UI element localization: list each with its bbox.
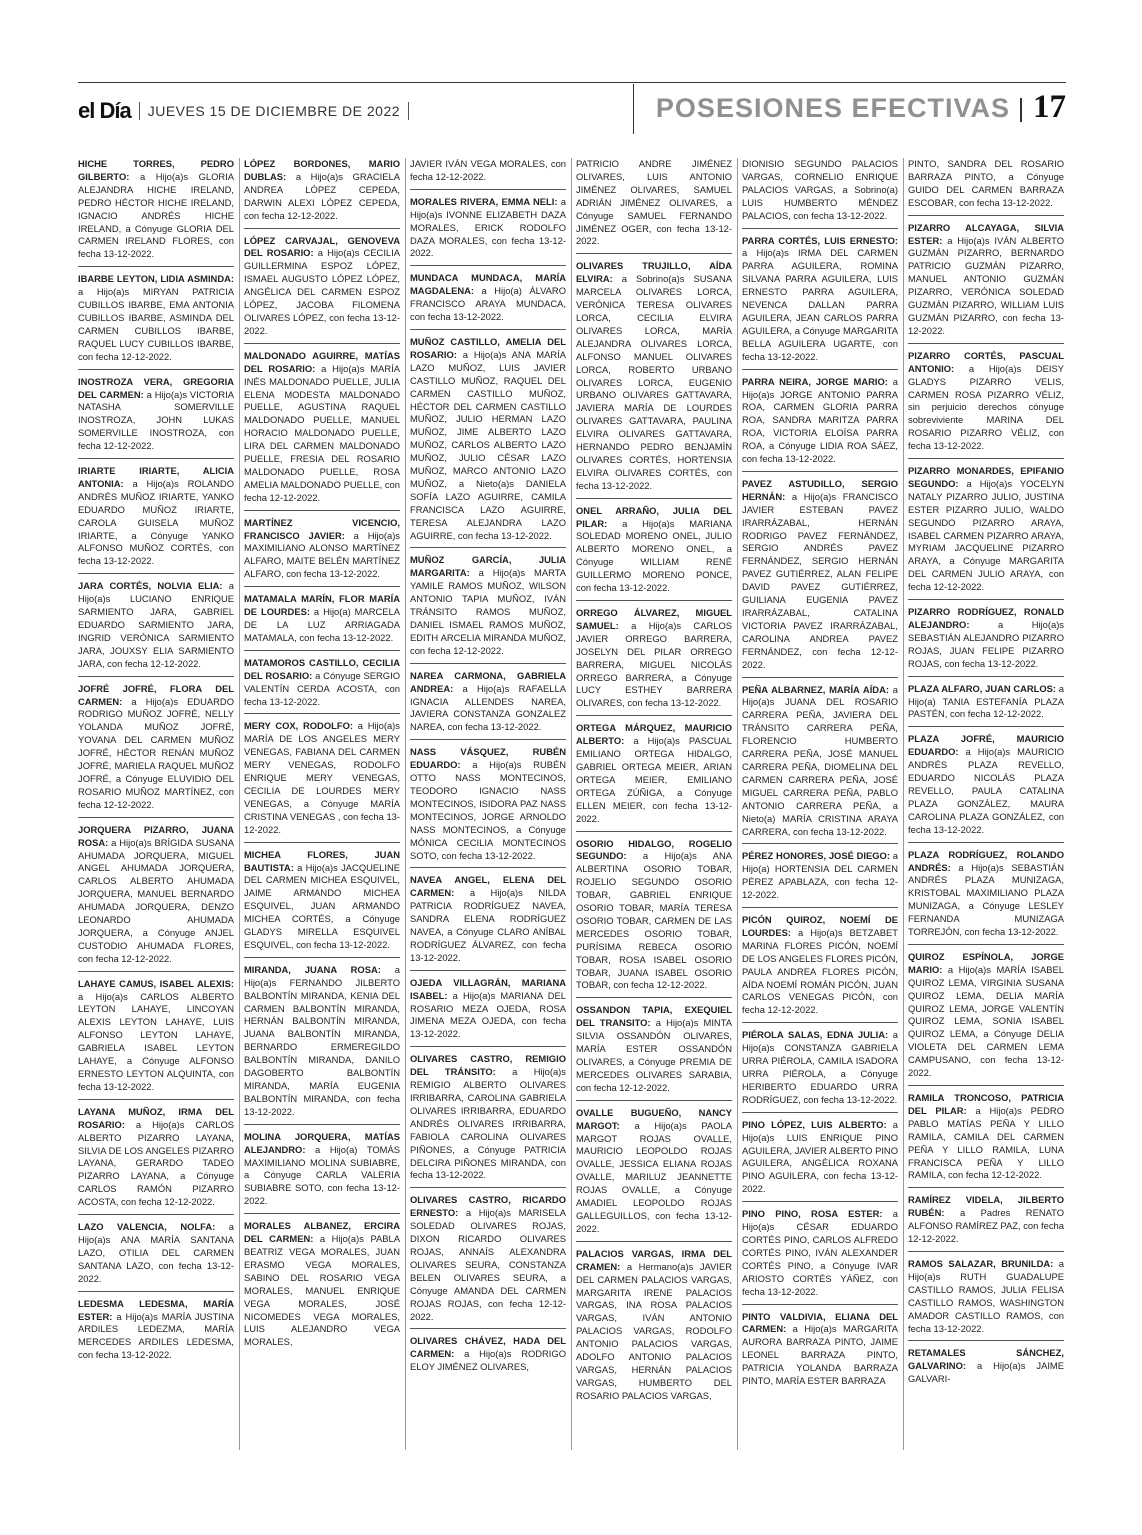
masthead [78, 96, 417, 126]
notice-entry [244, 593, 400, 651]
notice-text: a Hijo(a)s CECILIA GUILLERMINA ESPOZ LÓPEZ, ISMAEL AUGUSTO LÓPEZ LÓPEZ, ANGÉLICA DEL CARMEN ESPOZ LÓPEZ, JACOBA FILOMENA OLIVARES LÓPEZ, con fecha 13-12-2022. [244, 247, 400, 336]
deceased-name: RAMÍREZ VIDELA, JILBERTO RUBÉN: [908, 1194, 1064, 1219]
deceased-name: PLAZA JOFRÉ, MAURICIO EDUARDO: [908, 733, 1064, 758]
notice-text: a Hijo(a)s PAOLA MARGOT ROJAS OVALLE, MAURICIO LEOPOLDO ROJAS OVALLE, JESSICA ELIANA ROJAS OVALLE, MARILUZ JEANNETTE ROJAS OVALLE, a Cónyuge AMADIEL LEOPOLDO ROJAS GALLEGUILLOS, con fecha 13-12-2022. [576, 1119, 732, 1234]
deceased-name: MALDONADO AGUIRRE, MATÍAS DEL ROSARIO: [244, 349, 400, 374]
notice-entry [410, 874, 566, 970]
deceased-name: NAREA CARMONA, GABRIELA ANDREA: [410, 669, 566, 694]
deceased-name: MORALES RIVERA, EMMA NELI: [410, 195, 558, 207]
newspaper-logo: el Día [78, 98, 131, 123]
notice-text: a Hijo(a)s RUBÉN OTTO NASS MONTECINOS, TEODORO IGNACIO NASS MONTECINOS, ISIDORA PAZ NASS MONTECINOS, JORGE ARNOLDO NASS MONTECINOS, a Cónyuge MÓNICA CECILIA MONTECINOS SOTO, con fecha 13-12-2022. [410, 759, 566, 861]
notice-entry [908, 158, 1064, 216]
deceased-name: PICÓN QUIROZ, NOEMÍ DE LOURDES: [742, 914, 898, 938]
notice-text: PINTO, SANDRA DEL ROSARIO BARRAZA PINTO, a Cónyuge GUIDO DEL CARMEN BARRAZA ESCOBAR, con fecha 13-12-2022. [908, 158, 1064, 208]
deceased-name: LAZO VALENCIA, NOLFA: [78, 1221, 216, 1233]
deceased-name: NAVEA ANGEL, ELENA DEL CARMEN: [410, 874, 566, 899]
notice-text: a Hijo(a)s CARLOS ALBERTO PIZARRO LAYANA, SILVIA DE LOS ANGELES PIZARRO LAYANA, GERARDO TADEO PIZARRO LAYANA, a Cónyuge CARLOS RAMÓN PIZARRO ACOSTA, con fecha 12-12-2022. [78, 1118, 234, 1208]
notice-text: a Hermano(a)s JAVIER DEL CARMEN PALACIOS VARGAS, MARGARITA IRENE PALACIOS VARGAS, INA ROSA PALACIOS VARGAS, IVÁN ANTONIO PALACIOS VARGAS, RODOLFO ANTONIO PALACIOS VARGAS, ADOLFO ANTONIO PALACIOS VARGAS, HERNÁN PALACIOS VARGAS, HUMBERTO DEL ROSARIO PALACIOS VARGAS, [576, 1260, 732, 1401]
deceased-name: PIZARRO CORTÉS, PASCUAL ANTONIO: [908, 349, 1064, 374]
deceased-name: JOFRÉ JOFRÉ, FLORA DEL CARMEN: [78, 682, 234, 707]
deceased-name: IRIARTE IRIARTE, ALICIA ANTONIA: [78, 465, 234, 489]
notice-text: a Hijo(a)s PASCUAL EMILIANO ORTEGA HIDALGO, GABRIEL ORTEGA MEIER, ARIAN ORTEGA MEIER, EMILIANO ORTEGA ZÚÑIGA, a Cónyuge ELLEN MEIER, con fecha 13-12-2022. [576, 735, 732, 824]
notice-entry [576, 505, 732, 601]
notice-text: a Hijo(a)s ROLANDO ANDRÉS MUÑOZ IRIARTE, YANKO EDUARDO MUÑOZ IRIARTE, CAROLA GUISELA MUÑOZ IRIARTE, a Cónyuge YANKO ALFONSO MUÑOZ CORTÉS, con fecha 13-12-2022. [78, 477, 234, 567]
deceased-name: IBARBE LEYTON, LIDIA ASMINDA: [78, 273, 234, 285]
notice-text: a Hijo(a)s MARÍA ISABEL QUIROZ LEMA, VIRGINIA SUSANA QUIROZ LEMA, DELIA MARÍA QUIROZ LEMA, JORGE VALENTÍN QUIROZ LEMA, SONIA ISABEL QUIROZ LEMA, a Cónyuge DELIA VIOLETA DEL CARMEN LEMA CAMPUSANO, con fecha 13-12-2022. [908, 963, 1064, 1079]
deceased-name: PARRA CORTÉS, LUIS ERNESTO: [742, 234, 898, 246]
notice-text: a Hijo(a)s MARÍA INÉS MALDONADO PUELLE, JULIA ELENA MODESTA MALDONADO PUELLE, AGUSTINA RAQUEL MALDONADO PUELLE, MANUEL HORACIO MALDONADO PUELLE, LIRA DEL CARMEN MALDONADO PUELLE, FRESIA DEL ROSARIO MALDONADO PUELLE, ROSA AMELIA MALDONADO PUELLE, con fecha 12-12-2022. [244, 362, 400, 503]
deceased-name: PINTO VALDIVIA, ELIANA DEL CARMEN: [742, 1310, 898, 1335]
divider [408, 102, 409, 120]
deceased-name: MATAMOROS CASTILLO, CECILIA DEL ROSARIO: [244, 656, 400, 681]
notice-entry [78, 273, 234, 369]
notice-entry [576, 158, 732, 254]
deceased-name: RETAMALES SÁNCHEZ, GALVARINO: [908, 1347, 1064, 1372]
notice-entry [742, 1208, 898, 1304]
notice-entry [244, 964, 400, 1125]
deceased-name: PALACIOS VARGAS, IRMA DEL CRAMEN: [576, 1247, 732, 1272]
notice-text: a Hijo(a)s CONSTANZA GABRIELA URRA PIÉROLA, CAMILA ISADORA URRA PIÉROLA, a Cónyuge HERIBERTO EDUARDO URRA RODRÍGUEZ, con fecha 13-12-2022. [742, 1029, 898, 1105]
notice-entry [78, 1298, 234, 1368]
column-1 [78, 158, 234, 1458]
notice-entry [244, 849, 400, 958]
notice-text: a Hijo(a)s RUTH GUADALUPE CASTILLO RAMOS, JULIA FELISA CASTILLO RAMOS, WASHINGTON AMADOR CASTILLO RAMOS, con fecha 13-12-2022. [908, 1257, 1064, 1334]
column-3 [410, 158, 566, 1458]
notice-text: a Hijo(a)s ANA MARÍA LAZO MUÑOZ, LUIS JAVIER CASTILLO MUÑOZ, RAQUEL DEL CARMEN CASTILLO MUÑOZ, HÉCTOR DEL CARMEN CASTILLO MUÑOZ, JULIO HERMAN LAZO MUÑOZ, JIME ALBERTO LAZO MUÑOZ, CARLOS ALBERTO LAZO MUÑOZ, JULIO CÉSAR LAZO MUÑOZ, MARCO ANTONIO LAZO MUÑOZ, a Nieto(a)s DANIELA SOFÍA LAZO AGUIRRE, CAMILA FRANCISCA LAZO AGUIRRE, TERESA ALEJANDRA LAZO AGUIRRE, con fecha 13-12-2022. [410, 348, 566, 541]
notice-text: a Hijo(a)s BETZABET MARINA FLORES PICÓN, NOEMÍ DE LOS ANGELES FLORES PICÓN, PAULA ANDREA FLORES PICÓN, AÍDA NOEMÍ ROMÁN PICÓN, JUAN CARLOS VENEGAS PICÓN, con fecha 12-12-2022. [742, 926, 898, 1016]
deceased-name: PARRA NEIRA, JORGE MARIO: [742, 375, 888, 387]
notice-text: a Hijo(a)s BRÍGIDA SUSANA AHUMADA JORQUERA, MIGUEL ANGEL AHUMADA JORQUERA, CARLOS ALBERTO AHUMADA JORQUERA, MANUEL BERNARDO AHUMADA JORQUERA, DENZO LEONARDO AHUMADA JORQUERA, a Cónyuge ANJEL CUSTODIO AHUMADA FLORES, con fecha 12-12-2022. [78, 836, 234, 964]
notice-text: a Hijo(a)s MAURICIO ANDRÉS PLAZA REVELLO, EDUARDO NICOLÁS PLAZA REVELLO, PAULA CATALINA PLAZA GONZÁLEZ, MAURA CAROLINA PLAZA GONZÁLEZ, con fecha 13-12-2022. [908, 746, 1064, 835]
deceased-name: OLIVARES CASTRO, REMIGIO DEL TRÁNSITO: [410, 1053, 566, 1078]
deceased-name: MICHEA FLORES, JUAN BAUTISTA: [244, 848, 400, 873]
notice-text: a Sobrino(a)s SUSANA MARCELA OLIVARES LORCA, VERÓNICA TERESA OLIVARES LORCA, CECILIA ELVIRA OLIVARES LORCA, MARÍA ALEJANDRA OLIVARES LORCA, ALFONSO MANUEL OLIVARES LORCA, ROBERTO URBANO OLIVARES LORCA, EUGENIO URBANO OLIVARES GATTAVARA, JAVIERA MARÍA DE LOURDES OLIVARES GATTAVARA, PAULINA ELVIRA OLIVARES GATTAVARA, HERNANDO PEDRO BENJAMÍN OLIVARES CORTÉS, HORTENSIA ELVIRA OLIVARES CORTÉS, con fecha 13-12-2022. [576, 273, 732, 491]
notice-entry [244, 158, 400, 229]
deceased-name: MATAMALA MARÍN, FLOR MARÍA DE LOURDES: [244, 593, 400, 618]
notice-text: a Hijo(a)s JACQUELINE DEL CARMEN MICHEA ESQUIVEL, JAIME ARMANDO MICHEA ESQUIVEL, JUAN ARMANDO MICHEA CORTÉS, a Cónyuge GLADYS MIRELLA ESQUIVEL ESQUIVEL, con fecha 13-12-2022. [244, 861, 400, 950]
deceased-name: OLIVARES TRUJILLO, AÍDA ELVIRA: [576, 260, 732, 285]
notice-text: a Hijo(a)s MARÍA DE LOS ANGELES MERY VENEGAS, FABIANA DEL CARMEN MERY VENEGAS, RODOLFO ENRIQUE MERY VENEGAS, CECILIA DE LOURDES MERY VENEGAS, a Cónyuge MARÍA CRISTINA VENEGAS , con fecha 13-12-2022. [244, 720, 400, 835]
notice-text: a Hijo(a) ÁLVARO FRANCISCO ARAYA MUNDACA, con fecha 13-12-2022. [410, 285, 566, 323]
column-rule [405, 158, 406, 1450]
deceased-name: LEDESMA LEDESMA, MARÍA ESTER: [78, 1297, 234, 1322]
notice-entry [78, 1221, 234, 1292]
column-rule [737, 158, 738, 1450]
notice-entry [908, 1194, 1064, 1252]
notice-entry [742, 850, 898, 908]
notice-entry [244, 720, 400, 842]
notice-entry [78, 978, 234, 1100]
notice-text: a Hijo(a)s YOCELYN NATALY PIZARRO JULIO, JUSTINA ESTER PIZARRO JULIO, WALDO SEGUNDO PIZARRO ARAYA, ISABEL CARMEN PIZARRO ARAYA, MYRIAM JACQUELINE PIZARRO ARAYA, a Cónyuge MARGARITA DEL CARMEN JULIO ARAYA, con fecha 12-12-2022. [908, 477, 1064, 593]
notice-text: JAVIER IVÁN VEGA MORALES, con fecha 12-12-2022. [410, 158, 566, 182]
deceased-name: PIZARRO RODRÍGUEZ, RONALD ALEJANDRO: [908, 606, 1064, 630]
notice-entry [244, 517, 400, 588]
deceased-name: PINO LÓPEZ, LUIS ALBERTO: [742, 1118, 887, 1130]
notice-text: a Hijo(a)s MAXIMILIANO ALONSO MARTÍNEZ ALFARO, MAITE BELÉN MARTÍNEZ ALFARO, con fecha 13-12-2022. [244, 529, 400, 580]
deceased-name: LÓPEZ BORDONES, MARIO DUBLAS: [244, 158, 400, 182]
issue-date: JUEVES 15 DE DICIEMBRE DE 2022 [147, 103, 401, 119]
notice-text: a Hijo(a)s NILDA PATRICIA RODRÍGUEZ NAVEA, SANDRA ELENA RODRÍGUEZ NAVEA, a Cónyuge CLARO ANÍBAL RODRÍGUEZ ÁLVAREZ, con fecha 13-12-2022. [410, 887, 566, 963]
notice-entry [244, 1131, 400, 1214]
deceased-name: RAMOS SALAZAR, BRUNILDA: [908, 1257, 1054, 1269]
notice-entry [908, 465, 1064, 600]
page-number: 17 [1033, 89, 1066, 125]
deceased-name: MUÑOZ GARCÍA, JULIA MARGARITA: [410, 554, 566, 579]
deceased-name: LAHAYE CAMUS, ISABEL ALEXIS: [78, 977, 234, 989]
notice-entry [78, 580, 234, 676]
deceased-name: MORALES ALBANEZ, ERCIRA DEL CARMEN: [244, 1220, 400, 1245]
notice-entry [410, 336, 566, 549]
notice-entry [908, 606, 1064, 677]
column-4 [576, 158, 732, 1458]
deceased-name: PEÑA ALBARNEZ, MARÍA AÍDA: [742, 683, 889, 695]
notice-text: a Hijo(a)s MARÍA JUSTINA ARDILES LEDEZMA, MARÍA MERCEDES ARDILES LEDESMA, con fecha 13-12-2022. [78, 1310, 234, 1361]
deceased-name: RAMILA TRONCOSO, PATRICIA DEL PILAR: [908, 1092, 1064, 1116]
notice-text: a Hijo(a)s MIRYAN PATRICIA CUBILLOS IBARBE, EMA ANTONIA CUBILLOS IBARBE, ASMINDA DEL CARMEN CUBILLOS IBARBE, RAQUEL LUCY CUBILLOS IBARBE, con fecha 12-12-2022. [78, 286, 234, 362]
notice-entry [410, 272, 566, 330]
deceased-name: INOSTROZA VERA, GREGORIA DEL CARMEN: [78, 375, 234, 400]
notice-entry [576, 1248, 732, 1408]
notice-entry [410, 1194, 566, 1329]
notice-entry [908, 951, 1064, 1086]
notice-text: a Hijo(a)s MARGARITA AURORA BARRAZA PINTO, JAIME LEONEL BARRAZA PINTO, PATRICIA YOLANDA BARRAZA PINTO, MARÍA ESTER BARRAZA [742, 1323, 898, 1387]
notice-text: a Hijo(a) TANIA ESTEFANÍA PLAZA PASTÉN, con fecha 12-12-2022. [908, 682, 1064, 720]
column-5 [742, 158, 898, 1458]
notice-entry [78, 376, 234, 459]
notice-entry [410, 977, 566, 1048]
notice-text: a Hijo(a)s PABLA BEATRIZ VEGA MORALES, JUAN ERASMO VEGA MORALES, SABINO DEL ROSARIO VEGA MORALES, MANUEL ENRIQUE VEGA MORALES, JOSÉ NICOMEDES VEGA MORALES, LUIS ALEJANDRO VEGA MORALES, [244, 1233, 400, 1348]
notice-text: a Hijo(a)s REMIGIO ALBERTO OLIVARES IRRIBARRA, CAROLINA GABRIELA OLIVARES IRRIBARRA, EDUARDO ANDRÉS OLIVARES IRRIBARRA, FABIOLA CAROLINA OLIVARES PIÑONES, a Cónyuge PATRICIA DELCIRA PIÑONES MIRANDA, con fecha 13-12-2022. [410, 1066, 566, 1181]
column-rule [239, 158, 240, 1450]
column-2 [244, 158, 400, 1458]
deceased-name: OLIVARES CHÁVEZ, HADA DEL CARMEN: [410, 1335, 566, 1360]
divider [139, 102, 140, 120]
notice-entry [576, 838, 732, 999]
deceased-name: OLIVARES CASTRO, RICARDO ERNESTO: [410, 1194, 566, 1219]
notice-entry [908, 1258, 1064, 1341]
notice-entry [908, 222, 1064, 344]
notice-text: a Hijo(a) HORTENSIA DEL CARMEN PÉREZ APABLAZA, con fecha 12-12-2022. [742, 850, 898, 901]
notice-entry [576, 722, 732, 831]
deceased-name: ONEL ARRAÑO, JULIA DEL PILAR: [576, 504, 732, 529]
notice-text: a Hijo(a)s SEBASTIÁN ALEJANDRO PIZARRO ROJAS, JUAN FELIPE PIZARRO ROJAS, con fecha 13-12-2022. [908, 619, 1064, 669]
section-title: POSESIONES EFECTIVAS [655, 93, 1010, 123]
notice-text: a Hijo(a) TOMÁS MAXIMILIANO MOLINA SUBIABRE, a Cónyuge CARLA VALERIA SUBIABRE SOTO, con fecha 13-12-2022. [244, 1143, 400, 1207]
notice-entry [742, 1029, 898, 1112]
notice-entry [908, 683, 1064, 728]
notice-text: a Hijo(a)s ANA ALBERTINA OSORIO TOBAR, ROJELIO SEGUNDO OSORIO TOBAR, GABRIEL ENRIQUE OSORIO TOBAR, MARÍA TERESA OSORIO TOBAR, CARMEN DE LAS MERCEDES OSORIO TOBAR, PURÍSIMA REBECA OSORIO TOBAR, ROSA ISABEL OSORIO TOBAR, JUANA ISABEL OSORIO TOBAR, con fecha 12-12-2022. [576, 850, 732, 991]
deceased-name: MARTÍNEZ VICENCIO, FRANCISCO JAVIER: [244, 516, 400, 541]
notice-entry [78, 1106, 234, 1215]
notice-entry [410, 196, 566, 267]
notice-entry [908, 350, 1064, 459]
deceased-name: MUNDACA MUNDACA, MARÍA MAGDALENA: [410, 272, 566, 297]
notice-entry [742, 684, 898, 845]
deceased-name: LAYANA MUÑOZ, IRMA DEL ROSARIO: [78, 1105, 234, 1130]
notice-text: a Cónyuge SERGIO VALENTÍN CERDA ACOSTA, con fecha 13-12-2022. [244, 669, 400, 707]
notice-text: a Hijo(a)s PEDRO PABLO MATÍAS PEÑA Y LILLO RAMILA, CAMILA DEL CARMEN PEÑA Y LILLO RAMILA, LUNA FRANCISCA PEÑA Y LILLO RAMILA, con fecha 12-12-2022. [908, 1104, 1064, 1181]
deceased-name: MERY COX, RODOLFO: [244, 720, 353, 732]
notice-entry [410, 554, 566, 663]
notice-entry [244, 350, 400, 511]
notice-text: a Hijo(a)s JORGE ANTONIO PARRA ROA, CARMEN GLORIA PARRA ROA, SANDRA MARITZA PARRA ROA, VICTORIA ELOÍSA PARRA ROA, a Cónyuge LIDIA ROA SÁEZ, con fecha 13-12-2022. [742, 375, 898, 465]
notice-entry [78, 824, 234, 972]
notice-text: a Hijo(a)s JAIME GALVARI- [908, 1360, 1064, 1385]
notice-text: a Hijo(a)s LUIS ENRIQUE PINO AGUILERA, JAVIER ALBERTO PINO AGUILERA, ANGÉLICA ROXANA PINO AGUILERA, con fecha 13-12-2022. [742, 1118, 898, 1195]
notice-entry [410, 746, 566, 868]
notice-entry [410, 158, 566, 190]
notice-text: a Hijo(a)s ANA MARÍA SANTANA LAZO, OTILIA DEL CARMEN SANTANA LAZO, con fecha 13-12-2022. [78, 1221, 234, 1284]
page-header [78, 84, 1066, 134]
column-6 [908, 158, 1064, 1458]
deceased-name: PIZARRO ALCAYAGA, SILVIA ESTER: [908, 221, 1064, 246]
notice-entry [742, 376, 898, 472]
notice-text: a Hijo(a)s MARIANA DEL ROSARIO MEZA OJEDA, ROSA JIMENA MEZA OJEDA, con fecha 13-12-2022. [410, 989, 566, 1040]
notice-entry [576, 1107, 732, 1242]
notice-entry [742, 1119, 898, 1202]
notice-text: a Hijo(a)s IVÁN ALBERTO GUZMÁN PIZARRO, BERNARDO PATRICIO GUZMÁN PIZARRO, MANUEL ANTONIO GUZMÁN PIZARRO, VERÓNICA SOLEDAD GUZMÁN PIZARRO, WILLIAM LUIS GUZMÁN PIZARRO, con fecha 13-12-2022. [908, 234, 1064, 336]
notice-entry [576, 607, 732, 716]
notice-entry [576, 260, 732, 498]
notice-entry [908, 849, 1064, 945]
notice-text: a Hijo(a)s MARIANA SOLEDAD MORENO ONEL, JULIO ALBERTO MORENO ONEL, a Cónyuge WILLIAM RENÉ GUILLERMO MORENO PONCE, con fecha 13-12-2022. [576, 517, 732, 594]
notice-text: a Hijo(a)s GRACIELA ANDREA LÓPEZ CEPEDA, DARWIN ALEXI LÓPEZ CEPEDA, con fecha 12-12-2022. [244, 170, 400, 221]
notice-text: a Hijo(a)s SEBASTIÁN ANDRÉS PLAZA MUNIZAGA, KRISTOBAL MAXIMILIANO PLAZA MUNIZAGA, a Cónyuge LESLEY FERNANDA MUNIZAGA TORREJÓN, con fecha 13-12-2022. [908, 861, 1064, 938]
header-top-rule [78, 82, 1066, 83]
notice-entry [78, 158, 234, 267]
notice-entry [410, 670, 566, 741]
notice-entry [742, 158, 898, 229]
notice-entry [244, 657, 400, 715]
deceased-name: MIRANDA, JUANA ROSA: [244, 963, 381, 975]
divider [1020, 98, 1022, 122]
deceased-name: OSSANDON TAPIA, EXEQUIEL DEL TRANSITO: [576, 1004, 732, 1029]
notice-entry [908, 1092, 1064, 1188]
deceased-name: ORREGO ÁLVAREZ, MIGUEL SAMUEL: [576, 607, 732, 631]
deceased-name: PÉREZ HONORES, JOSÉ DIEGO: [742, 850, 890, 862]
notice-text: a Hijo(a)s EDUARDO RODRIGO MUÑOZ JOFRÉ, NELLY YOLANDA MUÑOZ JOFRÉ, YOVANA DEL CARMEN MUÑOZ JOFRÉ, HÉCTOR RENÁN MUÑOZ JOFRÉ, MARIELA RAQUEL MUÑOZ JOFRÉ, a Cónyuge ELUVIDIO DEL ROSARIO MUÑOZ MARTÍNEZ, con fecha 12-12-2022. [78, 695, 234, 810]
notice-text: a Hijo(a)s MINTA SILVIA OSSANDÓN OLIVARES, MARÍA ESTER OSSANDÓN OLIVARES, a Cónyuge PREMIA DE MERCEDES OLIVARES SARABIA, con fecha 12-12-2022. [576, 1017, 732, 1093]
notice-entry [742, 1311, 898, 1393]
notice-entry [78, 465, 234, 574]
deceased-name: JORQUERA PIZARRO, JUANA ROSA: [78, 823, 234, 848]
notice-entry [410, 1053, 566, 1188]
deceased-name: PIZARRO MONARDES, EPIFANIO SEGUNDO: [908, 465, 1064, 489]
notice-text: a Hijo(a)s VICTORIA NATASHA SOMERVILLE INOSTROZA, JOHN LUKAS SOMERVILLE INOSTROZA, con fecha 12-12-2022. [78, 388, 234, 452]
notice-entry [576, 1004, 732, 1100]
deceased-name: OSORIO HIDALGO, ROGELIO SEGUNDO: [576, 837, 732, 862]
notice-text: a Padres RENATO ALFONSO RAMÍREZ PAZ, con fecha 12-12-2022. [908, 1207, 1064, 1245]
deceased-name: QUIROZ ESPÍNOLA, JORGE MARIO: [908, 950, 1064, 975]
column-rule [903, 158, 904, 1450]
notice-entry [742, 235, 898, 370]
notice-text: a Hijo(a)s MARTA YAMILE RAMOS MUÑOZ, WILSON ANTONIO TAPIA MUÑOZ, IVÁN TRÁNSITO RAMOS MUÑOZ, DANIEL ISMAEL RAMOS MUÑOZ, EDITH ARCELIA MIRANDA MUÑOZ, con fecha 12-12-2022. [410, 567, 566, 656]
notices-columns [78, 158, 1066, 1458]
deceased-name: MOLINA JORQUERA, MATÍAS ALEJANDRO: [244, 1130, 400, 1155]
deceased-name: JARA CORTÉS, NOLVIA ELIA: [78, 580, 223, 592]
notice-text: a Hijo(a)s FRANCISCO JAVIER ESTEBAN PAVEZ IRARRÁZABAL, HERNÁN RODRIGO PAVEZ FERNÁNDEZ, SERGIO ANDRÉS PAVEZ FERNÁNDEZ, SERGIO HERNÁN PAVEZ GUTIÉRREZ, ALAN FELIPE DAVID PAVEZ GUTIÉRREZ, GUILIANA EUGENIA PAVEZ IRARRÁZABAL, CATALINA VICTORIA PAVEZ IRARRÁZABAL, CAROLINA ANDREA PAVEZ FERNÁNDEZ, con fecha 12-12-2022. [742, 490, 898, 670]
notice-text: a Hijo(a)s DEISY GLADYS PIZARRO VELIS, CARMEN ROSA PIZARRO VÉLIZ, sin perjuicio derechos cónyuge sobreviviente MARINA DEL ROSARIO PIZARRO VÉLIZ, con fecha 13-12-2022. [908, 362, 1064, 452]
deceased-name: PINO PINO, ROSA ESTER: [742, 1208, 883, 1220]
deceased-name: OVALLE BUGUEÑO, NANCY MARGOT: [576, 1106, 732, 1131]
deceased-name: LÓPEZ CARVAJAL, GENOVEVA DEL ROSARIO: [244, 234, 400, 259]
deceased-name: PLAZA RODRÍGUEZ, ROLANDO ANDRÉS: [908, 848, 1064, 873]
notice-entry [742, 914, 898, 1023]
notice-entry [78, 683, 234, 818]
notice-entry [742, 478, 898, 678]
deceased-name: PLAZA ALFARO, JUAN CARLOS: [908, 682, 1057, 694]
notice-text: a Hijo(a)s RAFAELLA IGNACIA ALLENDES NAREA, JAVIERA CONSTANZA GONZALEZ NAREA, con fecha 13-12-2022. [410, 682, 566, 733]
notice-text: DIONISIO SEGUNDO PALACIOS VARGAS, CORNELIO ENRIQUE PALACIOS VARGAS, a Sobrino(a) LUIS HUMBERTO MÉNDEZ PALACIOS, con fecha 13-12-2022. [742, 158, 898, 221]
notice-entry [908, 733, 1064, 842]
notice-entry [908, 1347, 1064, 1391]
notice-text: a Hijo(a)s MARISELA SOLEDAD OLIVARES ROJAS, DIXON RICARDO OLIVARES ROJAS, ANNAÍS ALEXANDRA OLIVARES SEURA, CONSTANZA BELEN OLIVARES SEURA, a Cónyuge AMANDA DEL CARMEN ROJAS ROJAS, con fecha 12-12-2022. [410, 1207, 566, 1322]
notice-text: a Hijo(a)s CARLOS ALBERTO LEYTON LAHAYE, LINCOYAN ALEXIS LEYTON LAHAYE, LUIS ALFONSO LEYTON LAHAYE, GABRIELA ISABEL LEYTON LAHAYE, a Cónyuge ALFONSO ERNESTO LEYTON ALQUINTA, con fecha 13-12-2022. [78, 990, 234, 1092]
deceased-name: ORTEGA MÁRQUEZ, MAURICIO ALBERTO: [576, 722, 732, 747]
deceased-name: HICHE TORRES, PEDRO GILBERTO: [78, 158, 234, 182]
notice-entry [410, 1335, 566, 1379]
deceased-name: NASS VÁSQUEZ, RUBÉN EDUARDO: [410, 746, 566, 771]
column-rule [571, 158, 572, 1450]
notice-text: a Hijo(a)s FERNANDO JILBERTO BALBONTÍN MIRANDA, KENIA DEL CARMEN BALBONTÍN MIRANDA, HERNÁN BALBONTÍN MIRANDA, JUANA BALBONTÍN MIRANDA, BERNARDO ERMEREGILDO BALBONTÍN MIRANDA, DANILO DAGOBERTO BALBONTÍN MIRANDA, MARÍA EUGENIA BALBONTÍN MIRANDA, con fecha 13-12-2022. [244, 963, 400, 1117]
notice-entry [244, 1220, 400, 1354]
notice-text: a Hijo(a)s IRMA DEL CARMEN PARRA AGUILERA, ROMINA SILVANA PARRA AGUILERA, LUIS ERNESTO PARRA AGUILERA, NEVENCA DALLAN PARRA AGUILERA, JEAN CARLOS PARRA AGUILERA, a Cónyuge MARGARITA BELLA AGUILERA UGARTE, con fecha 13-12-2022. [742, 247, 898, 362]
notice-text: a Hijo(a)s CÉSAR EDUARDO CORTÉS PINO, CARLOS ALFREDO CORTÉS PINO, IVÁN ALEXANDER CORTÉS PINO, a Cónyuge IVAR ARIOSTO CORTÉS YÁÑEZ, con fecha 13-12-2022. [742, 1208, 898, 1297]
notice-text: a Hijo(a)s IVONNE ELIZABETH DAZA MORALES, ERICK RODOLFO DAZA MORALES, con fecha 13-12-2022. [410, 195, 566, 259]
notice-text: a Hijo(a)s JUANA DEL ROSARIO CARRERA PEÑA, JAVIERA DEL TRÁNSITO CARRERA PEÑA, FLORENCIO HUMBERTO CARRERA PEÑA, JOSÉ MANUEL CARRERA PEÑA, DIOMELINA DEL CARMEN CARRERA PEÑA, JOSÉ MIGUEL CARRERA PEÑA, PABLO ANTONIO CARRERA PEÑA, a Nieto(a) MARÍA CRISTINA ARAYA CARRERA, con fecha 13-12-2022. [742, 683, 898, 837]
notice-text: a Hijo(a) MARCELA DE LA LUZ ARRIAGADA MATAMALA, con fecha 13-12-2022. [244, 606, 400, 643]
deceased-name: PIÉROLA SALAS, EDNA JULIA: [742, 1029, 889, 1041]
header-divider [633, 84, 634, 134]
notice-text: a Hijo(a)s GLORIA ALEJANDRA HICHE IRELAND, PEDRO HÉCTOR HICHE IRELAND, IGNACIO ANDRÉS HICHE IRELAND, a Cónyuge GLORIA DEL CARMEN IRELAND FLORES, con fecha 13-12-2022. [78, 170, 234, 260]
notice-text: a Hijo(a)s CARLOS JAVIER ORREGO BARRERA, JOSELYN DEL PILAR ORREGO BARRERA, MIGUEL NICOLÁS ORREGO BARRERA, a Cónyuge LUCY ESTHEY BARRERA OLIVARES, con fecha 13-12-2022. [576, 619, 732, 709]
deceased-name: MUÑOZ CASTILLO, AMELIA DEL ROSARIO: [410, 335, 566, 360]
notice-text: a Hijo(a)s LUCIANO ENRIQUE SARMIENTO JARA, GABRIEL EDUARDO SARMIENTO JARA, INGRID VERÓNICA SARMIENTO JARA, JOUXSY ELIA SARMIENTO JARA, con fecha 12-12-2022. [78, 580, 234, 669]
notice-text: a Hijo(a)s RODRIGO ELOY JIMÉNEZ OLIVARES, [410, 1348, 566, 1373]
deceased-name: OJEDA VILLAGRÁN, MARIANA ISABEL: [410, 976, 566, 1001]
deceased-name: PAVEZ ASTUDILLO, SERGIO HERNÁN: [742, 477, 898, 502]
notice-entry [244, 235, 400, 344]
notice-text: PATRICIO ANDRE JIMÉNEZ OLIVARES, LUIS ANTONIO JIMÉNEZ OLIVARES, SAMUEL ADRIÁN JIMÉNEZ OLIVARES, a Cónyuge SAMUEL FERNANDO JIMÉNEZ OGER, con fecha 13-12-2022. [576, 158, 732, 247]
